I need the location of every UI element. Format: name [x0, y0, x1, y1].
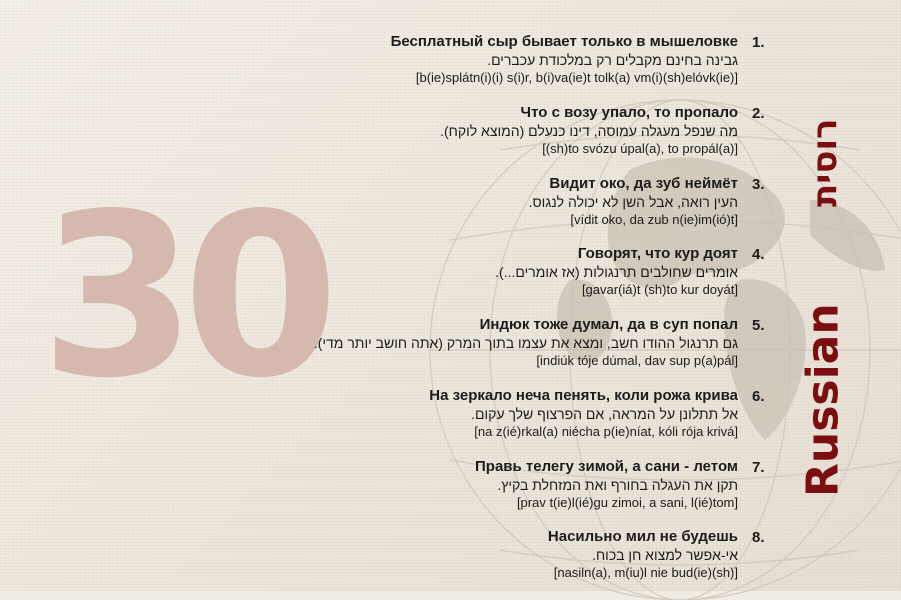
- proverb-russian: Видит око, да зуб неймёт: [549, 175, 738, 192]
- proverb-entry: [440, 103, 765, 158]
- proverb-hebrew: אומרים שחולבים תרנגולות (אז אומרים...).: [495, 264, 738, 280]
- proverb-hebrew: גם תרנגול ההודו חשב, ומצא את עצמו בתוך המרק (אתה חושב יותר מדי).: [313, 335, 738, 351]
- proverb-entry: [495, 244, 765, 299]
- proverb-transliteration: [nasiln(a), m(iu)l nie bud(ie)(sh)]: [553, 565, 738, 580]
- proverb-hebrew: מה שנפל מעגלה עמוסה, דינו כנעלם (המוצא לוקח).: [440, 123, 738, 139]
- proverb-number: 8.: [752, 529, 765, 546]
- proverb-entry: [475, 457, 765, 512]
- proverb-entry: [547, 527, 765, 582]
- proverb-number: 6.: [752, 388, 765, 405]
- proverb-transliteration: [indiúk tóje dúmal, dav sup p(a)pál]: [536, 353, 738, 368]
- proverb-hebrew: גבינה בחינם מקבלים רק במלכודת עכברים.: [487, 52, 738, 68]
- proverb-russian: Правь телегу зимой, а сани - летом: [475, 458, 738, 475]
- proverb-number: 5.: [752, 317, 765, 334]
- proverb-russian: Бесплатный сыр бывает только в мышеловке: [390, 33, 738, 50]
- proverb-hebrew: העין רואה, אבל השן לא יכולה לנגוס.: [528, 194, 738, 210]
- proverb-number: 3.: [752, 176, 765, 193]
- proverb-transliteration: [b(ie)splátn(i)(i) s(i)r, b(i)va(ie)t tolk(a) vm(i)(sh)elóvk(ie)]: [415, 70, 738, 85]
- page-number: 30: [40, 166, 326, 428]
- proverb-russian: Говорят, что кур доят: [577, 245, 738, 262]
- section-title-english: Russian: [797, 303, 849, 497]
- proverb-russian: Индюк тоже думал, да в суп попал: [479, 316, 738, 333]
- proverb-transliteration: [na z(ié)rkal(a) niécha p(ie)níat, kóli rója krivá]: [474, 424, 738, 439]
- proverb-entry: [429, 386, 765, 441]
- proverb-hebrew: תקן את העגלה בחורף ואת המזחלת בקיץ.: [497, 477, 738, 493]
- proverb-hebrew: אי-אפשר למצוא חן בכוח.: [592, 547, 738, 563]
- proverb-entry: [390, 32, 765, 87]
- proverb-number: 1.: [752, 34, 765, 51]
- proverb-number: 4.: [752, 246, 765, 263]
- proverb-russian: Насильно мил не будешь: [547, 528, 738, 545]
- proverb-entry: [313, 315, 765, 370]
- proverb-russian: На зеркало неча пенять, коли рожа крива: [429, 387, 738, 404]
- proverb-transliteration: [gavar(iá)t (sh)to kur doyát]: [581, 282, 738, 297]
- proverb-entry: [528, 174, 765, 229]
- proverb-transliteration: [vídit oko, da zub n(ie)im(ió)t]: [570, 212, 738, 227]
- proverb-number: 7.: [752, 459, 765, 476]
- proverb-transliteration: [(sh)to svózu úpal(a), to propál(a)]: [542, 141, 738, 156]
- proverb-number: 2.: [752, 105, 765, 122]
- proverb-hebrew: אל תתלונן על המראה, אם הפרצוף שלך עקום.: [471, 406, 738, 422]
- proverb-transliteration: [prav t(ie)l(ié)gu zimoi, a sani, l(ié)tom]: [516, 495, 738, 510]
- section-title-hebrew: רוסית: [805, 118, 845, 208]
- proverb-russian: Что с возу упало, то пропало: [520, 104, 738, 121]
